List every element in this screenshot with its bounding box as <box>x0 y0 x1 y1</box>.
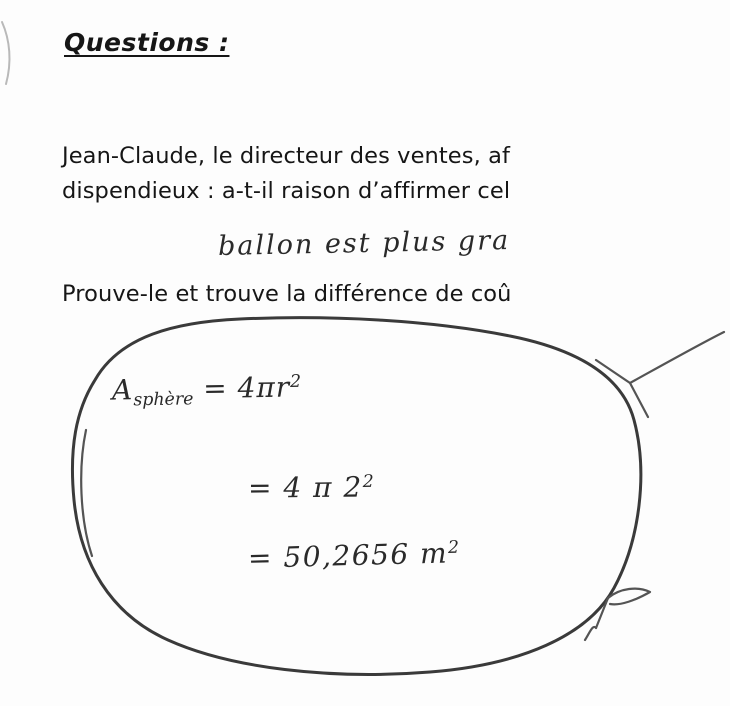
formula-label: A <box>111 373 134 407</box>
arrow-bottom-right-head <box>608 589 650 605</box>
formula-equals-2: = <box>247 471 274 505</box>
handwritten-formula-line-1 <box>112 370 302 410</box>
formula-result: 50,2656 m <box>282 536 449 574</box>
arrow-bottom-right-tail <box>585 627 596 640</box>
handwritten-formula-line-2 <box>248 470 374 504</box>
formula-expression-2: 4 π 2 <box>283 470 363 505</box>
formula-exponent-1: 2 <box>289 371 302 392</box>
arrow-bottom-right-shaft <box>596 598 608 628</box>
arrow-top-right-head <box>596 360 648 417</box>
handwritten-formula-line-3 <box>248 536 460 575</box>
handwritten-insert-text: ballon est plus gra <box>217 224 511 263</box>
formula-exponent-2: 2 <box>362 471 374 493</box>
formula-expression-1: 4πr <box>237 370 291 405</box>
arrow-top-right-shaft <box>630 332 724 383</box>
formula-equals-3: = <box>247 541 274 575</box>
formula-subscript: sphère <box>133 389 194 411</box>
page-title: Questions : <box>64 28 230 57</box>
printed-paragraph-line-3: Prouve-le et trouve la différence de coû <box>62 281 512 307</box>
formula-equals-1: = <box>202 371 228 406</box>
printed-paragraph-line-2: dispendieux : a-t-il raison d’affirmer cel <box>62 178 511 204</box>
page-edge-artifact <box>2 22 9 84</box>
formula-exponent-3: 2 <box>447 537 460 558</box>
printed-paragraph-line-1: Jean-Claude, le directeur des ventes, af <box>62 143 510 169</box>
oval-retrace-stroke <box>81 430 92 556</box>
